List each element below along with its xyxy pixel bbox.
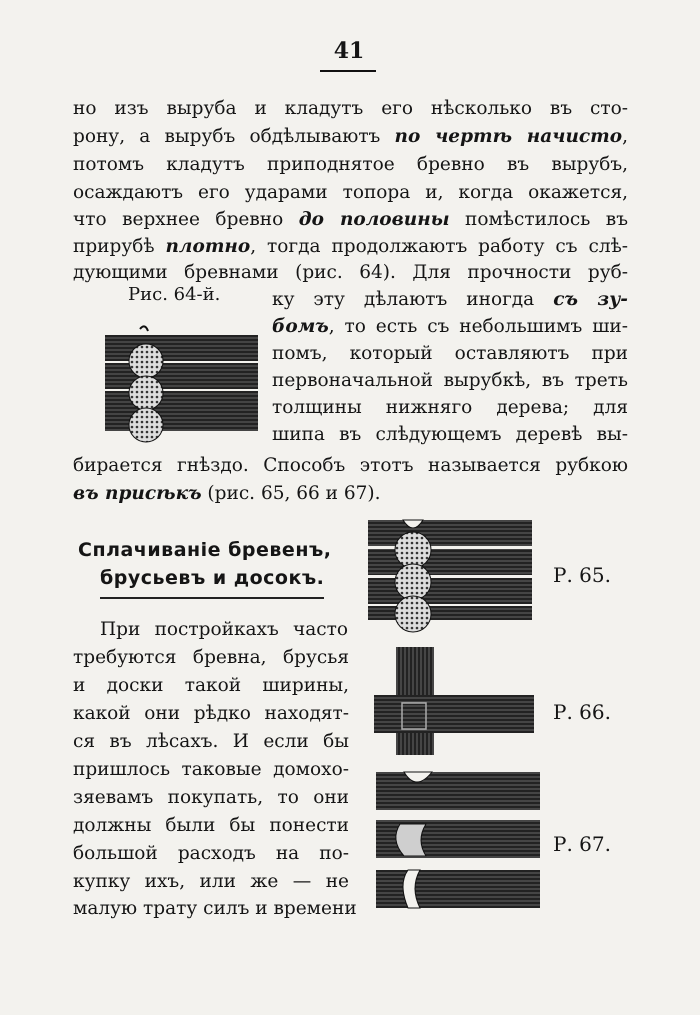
text-line: дующими бревнами (рис. 64). Для прочности руб- [73,262,628,283]
text-line: помъ, который оставляютъ при [272,343,628,364]
emphasis: съ зу- [553,289,628,310]
figure-67-label: Р. 67. [553,832,611,856]
text-line: первоначальной вырубкѣ, въ треть [272,370,628,391]
page-number-rule [320,70,376,72]
text-line: большой расходъ на по- [73,843,349,864]
text-line: требуются бревна, брусья [73,647,349,668]
section-heading-line-1: Сплачиванiе бревенъ, [78,539,332,561]
figure-66-label: Р. 66. [553,700,611,724]
text-line: ся въ лѣсахъ. И если бы [73,731,349,752]
emphasis: до половины [298,209,450,230]
figure-65-log-joint [365,516,535,636]
text-line: малую трату силъ и времени [73,898,357,919]
page-number: 41 [333,38,365,64]
text-line: какой они рѣдко находят- [73,703,349,724]
section-heading-line-2: брусьевъ и досокъ. [100,567,325,589]
text-line: бирается гнѣздо. Способъ этотъ называется рубкою [73,455,628,476]
text-line: ку эту дѣлаютъ иногда съ зу- [272,289,628,310]
figure-64-log-joint [100,325,262,445]
text-line: зяевамъ покупать, то они [73,787,349,808]
text-line: что верхнее бревно до половины помѣстилось въ [73,209,628,230]
text-line: толщины нижняго дерева; для [272,397,628,418]
text-line: и доски такой ширины, [73,675,349,696]
text-line: шипа въ слѣдующемъ деревѣ вы- [272,424,628,445]
text-line: бомъ, то есть съ небольшимъ ши- [272,316,628,337]
heading-rule [100,597,324,599]
text-line: купку ихъ, или же — не [73,871,349,892]
emphasis: по чертѣ начисто [394,126,623,147]
text-line: должны были бы понести [73,815,349,836]
figure-64-caption: Рис. 64-й. [128,284,221,305]
figure-67-plank-joints [374,768,542,914]
emphasis: въ присѣкъ [73,483,202,504]
figure-66-cross-joint [372,645,538,757]
text-line: въ присѣкъ (рис. 65, 66 и 67). [73,483,381,504]
emphasis: плотно [165,236,251,257]
text-line: но изъ выруба и кладутъ его нѣсколько въ сто- [73,98,628,119]
emphasis: бомъ [272,316,329,337]
text-line: осаждаютъ его ударами топора и, когда окажется, [73,182,628,203]
text-line: пришлось таковые домохо- [73,759,349,780]
text-line: рону, а вырубъ обдѣлываютъ по чертѣ начисто, [73,126,628,147]
text-line: прирубѣ плотно, тогда продолжаютъ работу съ слѣ- [73,236,628,257]
figure-65-label: Р. 65. [553,563,611,587]
text-line: При постройкахъ часто [100,619,348,640]
text-line: потомъ кладутъ приподнятое бревно въ вырубъ, [73,154,628,175]
